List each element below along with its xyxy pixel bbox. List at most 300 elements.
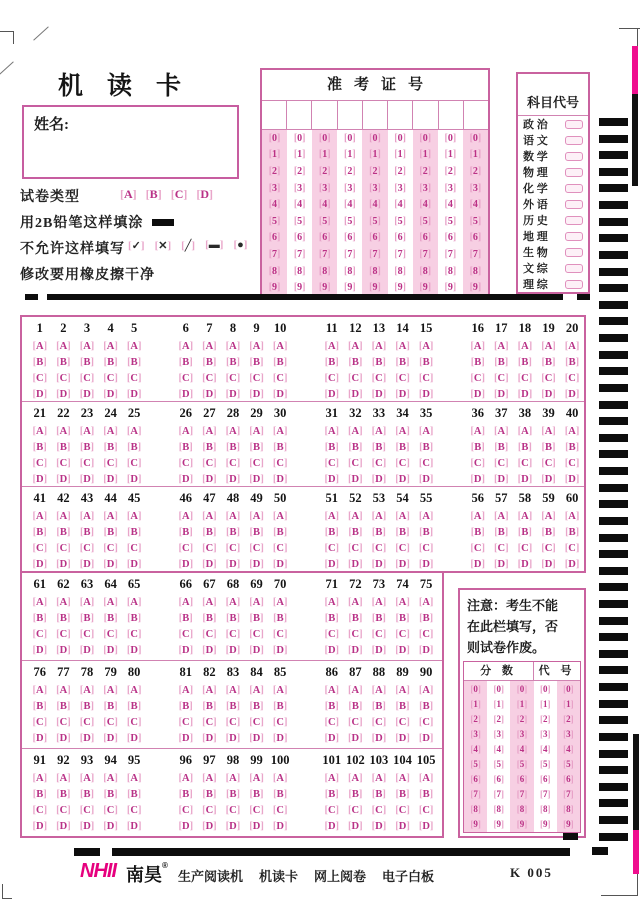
score-digit-c3-3[interactable]	[510, 726, 533, 741]
admission-digit-c4-2[interactable]	[337, 163, 362, 180]
subject-bubble-3[interactable]	[565, 152, 583, 161]
answer-bubble-99-B[interactable]	[245, 787, 269, 803]
answer-bubble-79-B[interactable]	[99, 699, 123, 715]
score-digit-c1-1[interactable]	[464, 696, 487, 711]
answer-bubble-83-B[interactable]	[221, 699, 245, 715]
answer-bubble-6-C[interactable]	[174, 371, 198, 387]
answer-bubble-91-A[interactable]	[28, 771, 52, 787]
admission-digit-c6-8[interactable]	[388, 263, 413, 280]
admission-digit-c7-5[interactable]	[413, 213, 438, 230]
subject-bubble-1[interactable]	[565, 120, 583, 129]
answer-bubble-86-A[interactable]	[320, 683, 344, 699]
answer-bubble-100-D[interactable]	[268, 819, 292, 835]
answer-bubble-59-A[interactable]	[537, 509, 561, 525]
admission-digit-c6-6[interactable]	[388, 230, 413, 247]
answer-bubble-97-C[interactable]	[198, 803, 222, 819]
answer-bubble-13-A[interactable]	[367, 339, 391, 355]
answer-bubble-29-B[interactable]	[245, 440, 269, 456]
answer-bubble-58-B[interactable]	[513, 525, 537, 541]
admission-digit-c9-6[interactable]	[463, 230, 488, 247]
answer-bubble-26-B[interactable]	[174, 440, 198, 456]
answer-bubble-26-D[interactable]	[174, 472, 198, 487]
answer-bubble-40-B[interactable]	[560, 440, 584, 456]
answer-bubble-85-A[interactable]	[268, 683, 292, 699]
answer-bubble-31-C[interactable]	[320, 456, 344, 472]
answer-bubble-39-D[interactable]	[537, 472, 561, 487]
answer-bubble-47-D[interactable]	[198, 557, 222, 571]
answer-bubble-40-A[interactable]	[560, 424, 584, 440]
score-digit-c1-8[interactable]	[464, 802, 487, 817]
answer-bubble-94-D[interactable]	[99, 819, 123, 835]
answer-bubble-70-A[interactable]	[268, 595, 292, 611]
answer-bubble-43-B[interactable]	[75, 525, 99, 541]
answer-bubble-41-A[interactable]	[28, 509, 52, 525]
answer-bubble-79-A[interactable]	[99, 683, 123, 699]
answer-bubble-47-B[interactable]	[198, 525, 222, 541]
answer-bubble-82-B[interactable]	[198, 699, 222, 715]
answer-bubble-72-C[interactable]	[344, 627, 368, 643]
answer-bubble-97-B[interactable]	[198, 787, 222, 803]
answer-bubble-84-C[interactable]	[245, 715, 269, 731]
answer-bubble-87-C[interactable]	[344, 715, 368, 731]
answer-bubble-23-D[interactable]	[75, 472, 99, 487]
admission-writein-cell-3[interactable]	[312, 101, 337, 129]
answer-bubble-67-C[interactable]	[198, 627, 222, 643]
answer-bubble-104-D[interactable]	[391, 819, 415, 835]
answer-bubble-37-B[interactable]	[490, 440, 514, 456]
score-digit-c2-2[interactable]	[487, 711, 510, 726]
answer-bubble-56-D[interactable]	[466, 557, 490, 571]
answer-bubble-33-C[interactable]	[367, 456, 391, 472]
score-digit-c2-0[interactable]	[487, 681, 510, 696]
answer-bubble-49-C[interactable]	[245, 541, 269, 557]
code-digit-c5-1[interactable]	[557, 696, 580, 711]
answer-bubble-4-A[interactable]	[99, 339, 123, 355]
answer-bubble-51-C[interactable]	[320, 541, 344, 557]
admission-digit-c3-0[interactable]	[312, 130, 337, 147]
admission-digit-c3-6[interactable]	[312, 230, 337, 247]
answer-bubble-102-D[interactable]	[344, 819, 368, 835]
score-digit-c1-9[interactable]	[464, 817, 487, 832]
admission-digit-c3-3[interactable]	[312, 180, 337, 197]
answer-bubble-58-A[interactable]	[513, 509, 537, 525]
answer-bubble-48-A[interactable]	[221, 509, 245, 525]
answer-bubble-16-A[interactable]	[466, 339, 490, 355]
score-digit-c3-0[interactable]	[510, 681, 533, 696]
admission-digit-c3-4[interactable]	[312, 196, 337, 213]
answer-bubble-69-B[interactable]	[245, 611, 269, 627]
answer-bubble-73-B[interactable]	[367, 611, 391, 627]
subject-bubble-10[interactable]	[565, 264, 583, 273]
answer-bubble-47-C[interactable]	[198, 541, 222, 557]
answer-bubble-61-B[interactable]	[28, 611, 52, 627]
answer-bubble-2-C[interactable]	[52, 371, 76, 387]
answer-bubble-63-C[interactable]	[75, 627, 99, 643]
answer-bubble-68-B[interactable]	[221, 611, 245, 627]
answer-bubble-20-A[interactable]	[560, 339, 584, 355]
answer-bubble-55-B[interactable]	[414, 525, 438, 541]
answer-bubble-77-A[interactable]	[52, 683, 76, 699]
answer-bubble-90-D[interactable]	[414, 731, 438, 747]
answer-bubble-15-A[interactable]	[414, 339, 438, 355]
answer-bubble-29-C[interactable]	[245, 456, 269, 472]
admission-digit-c7-1[interactable]	[413, 147, 438, 164]
admission-digit-c8-0[interactable]	[438, 130, 463, 147]
answer-bubble-22-A[interactable]	[52, 424, 76, 440]
answer-bubble-64-B[interactable]	[99, 611, 123, 627]
answer-bubble-69-A[interactable]	[245, 595, 269, 611]
answer-bubble-67-A[interactable]	[198, 595, 222, 611]
answer-bubble-41-B[interactable]	[28, 525, 52, 541]
answer-bubble-99-D[interactable]	[245, 819, 269, 835]
answer-bubble-52-D[interactable]	[344, 557, 368, 571]
answer-bubble-101-D[interactable]	[320, 819, 344, 835]
answer-bubble-44-C[interactable]	[99, 541, 123, 557]
answer-bubble-8-C[interactable]	[221, 371, 245, 387]
answer-bubble-66-D[interactable]	[174, 643, 198, 659]
admission-digit-c9-2[interactable]	[463, 163, 488, 180]
answer-bubble-32-C[interactable]	[344, 456, 368, 472]
score-digit-c3-1[interactable]	[510, 696, 533, 711]
code-digit-c5-6[interactable]	[557, 772, 580, 787]
admission-digit-c5-4[interactable]	[362, 196, 387, 213]
answer-bubble-93-D[interactable]	[75, 819, 99, 835]
score-digit-c3-2[interactable]	[510, 711, 533, 726]
answer-bubble-55-C[interactable]	[414, 541, 438, 557]
admission-digit-c9-5[interactable]	[463, 213, 488, 230]
answer-bubble-103-D[interactable]	[367, 819, 391, 835]
answer-bubble-68-C[interactable]	[221, 627, 245, 643]
answer-bubble-99-C[interactable]	[245, 803, 269, 819]
answer-bubble-65-A[interactable]	[122, 595, 146, 611]
answer-bubble-3-C[interactable]	[75, 371, 99, 387]
answer-bubble-38-A[interactable]	[513, 424, 537, 440]
admission-digit-c2-7[interactable]	[287, 246, 312, 263]
answer-bubble-103-B[interactable]	[367, 787, 391, 803]
answer-bubble-96-A[interactable]	[174, 771, 198, 787]
answer-bubble-75-A[interactable]	[414, 595, 438, 611]
answer-bubble-62-A[interactable]	[52, 595, 76, 611]
answer-bubble-83-D[interactable]	[221, 731, 245, 747]
answer-bubble-64-C[interactable]	[99, 627, 123, 643]
answer-bubble-3-D[interactable]	[75, 387, 99, 402]
answer-bubble-88-C[interactable]	[367, 715, 391, 731]
answer-bubble-23-B[interactable]	[75, 440, 99, 456]
admission-digit-c5-2[interactable]	[362, 163, 387, 180]
answer-bubble-89-D[interactable]	[391, 731, 415, 747]
answer-bubble-44-D[interactable]	[99, 557, 123, 571]
answer-bubble-75-C[interactable]	[414, 627, 438, 643]
subject-bubble-2[interactable]	[565, 136, 583, 145]
answer-bubble-52-A[interactable]	[344, 509, 368, 525]
answer-bubble-57-B[interactable]	[490, 525, 514, 541]
answer-bubble-41-C[interactable]	[28, 541, 52, 557]
answer-bubble-21-B[interactable]	[28, 440, 52, 456]
answer-bubble-89-B[interactable]	[391, 699, 415, 715]
answer-bubble-78-A[interactable]	[75, 683, 99, 699]
answer-bubble-61-D[interactable]	[28, 643, 52, 659]
answer-bubble-43-A[interactable]	[75, 509, 99, 525]
answer-bubble-54-A[interactable]	[391, 509, 415, 525]
code-digit-c4-6[interactable]	[534, 772, 557, 787]
answer-bubble-39-C[interactable]	[537, 456, 561, 472]
admission-digit-c9-4[interactable]	[463, 196, 488, 213]
answer-bubble-45-C[interactable]	[122, 541, 146, 557]
answer-bubble-27-A[interactable]	[198, 424, 222, 440]
answer-bubble-4-C[interactable]	[99, 371, 123, 387]
answer-bubble-72-D[interactable]	[344, 643, 368, 659]
admission-digit-c2-5[interactable]	[287, 213, 312, 230]
subject-bubble-9[interactable]	[565, 248, 583, 257]
answer-bubble-84-B[interactable]	[245, 699, 269, 715]
answer-bubble-20-D[interactable]	[560, 387, 584, 402]
admission-digit-c9-8[interactable]	[463, 263, 488, 280]
answer-bubble-103-C[interactable]	[367, 803, 391, 819]
answer-bubble-90-A[interactable]	[414, 683, 438, 699]
code-digit-c4-5[interactable]	[534, 756, 557, 771]
answer-bubble-53-C[interactable]	[367, 541, 391, 557]
answer-bubble-100-C[interactable]	[268, 803, 292, 819]
admission-digit-c2-4[interactable]	[287, 196, 312, 213]
answer-bubble-54-C[interactable]	[391, 541, 415, 557]
answer-bubble-88-B[interactable]	[367, 699, 391, 715]
answer-bubble-16-B[interactable]	[466, 355, 490, 371]
answer-bubble-36-C[interactable]	[466, 456, 490, 472]
admission-digit-c8-1[interactable]	[438, 147, 463, 164]
answer-bubble-14-C[interactable]	[391, 371, 415, 387]
answer-bubble-48-C[interactable]	[221, 541, 245, 557]
answer-bubble-56-C[interactable]	[466, 541, 490, 557]
answer-bubble-36-B[interactable]	[466, 440, 490, 456]
answer-bubble-54-B[interactable]	[391, 525, 415, 541]
answer-bubble-24-C[interactable]	[99, 456, 123, 472]
answer-bubble-105-C[interactable]	[414, 803, 438, 819]
answer-bubble-26-A[interactable]	[174, 424, 198, 440]
answer-bubble-105-D[interactable]	[414, 819, 438, 835]
answer-bubble-32-B[interactable]	[344, 440, 368, 456]
answer-bubble-63-A[interactable]	[75, 595, 99, 611]
answer-bubble-71-A[interactable]	[320, 595, 344, 611]
answer-bubble-19-A[interactable]	[537, 339, 561, 355]
code-digit-c4-0[interactable]	[534, 681, 557, 696]
answer-bubble-29-D[interactable]	[245, 472, 269, 487]
answer-bubble-10-C[interactable]	[268, 371, 292, 387]
answer-bubble-24-B[interactable]	[99, 440, 123, 456]
answer-bubble-23-C[interactable]	[75, 456, 99, 472]
answer-bubble-8-B[interactable]	[221, 355, 245, 371]
answer-bubble-5-C[interactable]	[122, 371, 146, 387]
answer-bubble-1-B[interactable]	[28, 355, 52, 371]
score-digit-c1-2[interactable]	[464, 711, 487, 726]
admission-digit-c4-3[interactable]	[337, 180, 362, 197]
answer-bubble-66-C[interactable]	[174, 627, 198, 643]
admission-digit-c1-7[interactable]	[262, 246, 287, 263]
answer-bubble-15-C[interactable]	[414, 371, 438, 387]
answer-bubble-48-D[interactable]	[221, 557, 245, 571]
admission-digit-c5-6[interactable]	[362, 230, 387, 247]
answer-bubble-11-C[interactable]	[320, 371, 344, 387]
answer-bubble-34-D[interactable]	[391, 472, 415, 487]
answer-bubble-100-A[interactable]	[268, 771, 292, 787]
answer-bubble-92-D[interactable]	[52, 819, 76, 835]
code-digit-c5-0[interactable]	[557, 681, 580, 696]
score-digit-c3-4[interactable]	[510, 741, 533, 756]
answer-bubble-98-A[interactable]	[221, 771, 245, 787]
answer-bubble-96-B[interactable]	[174, 787, 198, 803]
admission-digit-c5-3[interactable]	[362, 180, 387, 197]
answer-bubble-87-D[interactable]	[344, 731, 368, 747]
admission-digit-c5-8[interactable]	[362, 263, 387, 280]
admission-digit-c1-3[interactable]	[262, 180, 287, 197]
answer-bubble-42-D[interactable]	[52, 557, 76, 571]
answer-bubble-28-B[interactable]	[221, 440, 245, 456]
subject-bubble-8[interactable]	[565, 232, 583, 241]
answer-bubble-7-A[interactable]	[198, 339, 222, 355]
answer-bubble-71-D[interactable]	[320, 643, 344, 659]
answer-bubble-30-B[interactable]	[268, 440, 292, 456]
answer-bubble-11-B[interactable]	[320, 355, 344, 371]
answer-bubble-15-D[interactable]	[414, 387, 438, 402]
answer-bubble-34-A[interactable]	[391, 424, 415, 440]
answer-bubble-74-A[interactable]	[391, 595, 415, 611]
answer-bubble-39-A[interactable]	[537, 424, 561, 440]
answer-bubble-81-C[interactable]	[174, 715, 198, 731]
answer-bubble-101-C[interactable]	[320, 803, 344, 819]
score-digit-c2-7[interactable]	[487, 787, 510, 802]
answer-bubble-65-C[interactable]	[122, 627, 146, 643]
answer-bubble-21-A[interactable]	[28, 424, 52, 440]
score-digit-c2-9[interactable]	[487, 817, 510, 832]
answer-bubble-80-C[interactable]	[122, 715, 146, 731]
score-digit-c3-5[interactable]	[510, 756, 533, 771]
admission-digit-c7-3[interactable]	[413, 180, 438, 197]
answer-bubble-95-D[interactable]	[122, 819, 146, 835]
admission-digit-c3-5[interactable]	[312, 213, 337, 230]
answer-bubble-66-B[interactable]	[174, 611, 198, 627]
admission-digit-c3-1[interactable]	[312, 147, 337, 164]
answer-bubble-98-D[interactable]	[221, 819, 245, 835]
answer-bubble-56-A[interactable]	[466, 509, 490, 525]
answer-bubble-75-D[interactable]	[414, 643, 438, 659]
answer-bubble-23-A[interactable]	[75, 424, 99, 440]
answer-bubble-48-B[interactable]	[221, 525, 245, 541]
answer-bubble-81-B[interactable]	[174, 699, 198, 715]
admission-digit-c4-6[interactable]	[337, 230, 362, 247]
admission-digit-c9-1[interactable]	[463, 147, 488, 164]
answer-bubble-53-A[interactable]	[367, 509, 391, 525]
admission-digit-c2-2[interactable]	[287, 163, 312, 180]
answer-bubble-87-B[interactable]	[344, 699, 368, 715]
answer-bubble-86-B[interactable]	[320, 699, 344, 715]
answer-bubble-83-A[interactable]	[221, 683, 245, 699]
answer-bubble-7-B[interactable]	[198, 355, 222, 371]
score-digit-c2-3[interactable]	[487, 726, 510, 741]
answer-bubble-92-A[interactable]	[52, 771, 76, 787]
answer-bubble-62-C[interactable]	[52, 627, 76, 643]
answer-bubble-54-D[interactable]	[391, 557, 415, 571]
score-digit-c2-6[interactable]	[487, 772, 510, 787]
answer-bubble-59-D[interactable]	[537, 557, 561, 571]
answer-bubble-71-C[interactable]	[320, 627, 344, 643]
answer-bubble-9-A[interactable]	[245, 339, 269, 355]
answer-bubble-1-A[interactable]	[28, 339, 52, 355]
score-digit-c3-8[interactable]	[510, 802, 533, 817]
answer-bubble-95-C[interactable]	[122, 803, 146, 819]
answer-bubble-74-D[interactable]	[391, 643, 415, 659]
answer-bubble-8-A[interactable]	[221, 339, 245, 355]
answer-bubble-2-B[interactable]	[52, 355, 76, 371]
answer-bubble-40-D[interactable]	[560, 472, 584, 487]
subject-bubble-5[interactable]	[565, 184, 583, 193]
answer-bubble-2-D[interactable]	[52, 387, 76, 402]
answer-bubble-78-B[interactable]	[75, 699, 99, 715]
answer-bubble-67-D[interactable]	[198, 643, 222, 659]
answer-bubble-77-B[interactable]	[52, 699, 76, 715]
score-digit-c2-8[interactable]	[487, 802, 510, 817]
score-digit-c2-1[interactable]	[487, 696, 510, 711]
score-digit-c1-3[interactable]	[464, 726, 487, 741]
answer-bubble-83-C[interactable]	[221, 715, 245, 731]
admission-digit-c6-3[interactable]	[388, 180, 413, 197]
admission-digit-c4-7[interactable]	[337, 246, 362, 263]
answer-bubble-42-B[interactable]	[52, 525, 76, 541]
answer-bubble-65-B[interactable]	[122, 611, 146, 627]
answer-bubble-97-D[interactable]	[198, 819, 222, 835]
answer-bubble-93-B[interactable]	[75, 787, 99, 803]
answer-bubble-10-D[interactable]	[268, 387, 292, 402]
admission-digit-c8-3[interactable]	[438, 180, 463, 197]
admission-digit-c2-3[interactable]	[287, 180, 312, 197]
answer-bubble-42-A[interactable]	[52, 509, 76, 525]
answer-bubble-104-A[interactable]	[391, 771, 415, 787]
answer-bubble-97-A[interactable]	[198, 771, 222, 787]
admission-digit-c5-1[interactable]	[362, 147, 387, 164]
answer-bubble-69-C[interactable]	[245, 627, 269, 643]
answer-bubble-35-C[interactable]	[414, 456, 438, 472]
answer-bubble-55-A[interactable]	[414, 509, 438, 525]
code-digit-c5-8[interactable]	[557, 802, 580, 817]
answer-bubble-46-B[interactable]	[174, 525, 198, 541]
answer-bubble-63-D[interactable]	[75, 643, 99, 659]
answer-bubble-45-B[interactable]	[122, 525, 146, 541]
score-digit-c1-5[interactable]	[464, 756, 487, 771]
answer-bubble-51-B[interactable]	[320, 525, 344, 541]
admission-digit-c4-1[interactable]	[337, 147, 362, 164]
answer-bubble-9-B[interactable]	[245, 355, 269, 371]
answer-bubble-53-B[interactable]	[367, 525, 391, 541]
answer-bubble-28-A[interactable]	[221, 424, 245, 440]
answer-bubble-20-B[interactable]	[560, 355, 584, 371]
code-digit-c4-8[interactable]	[534, 802, 557, 817]
admission-digit-c1-1[interactable]	[262, 147, 287, 164]
admission-digit-c2-1[interactable]	[287, 147, 312, 164]
answer-bubble-15-B[interactable]	[414, 355, 438, 371]
admission-digit-c6-1[interactable]	[388, 147, 413, 164]
answer-bubble-79-C[interactable]	[99, 715, 123, 731]
answer-bubble-28-D[interactable]	[221, 472, 245, 487]
answer-bubble-6-A[interactable]	[174, 339, 198, 355]
admission-writein-cell-8[interactable]	[439, 101, 464, 129]
answer-bubble-85-C[interactable]	[268, 715, 292, 731]
answer-bubble-50-A[interactable]	[268, 509, 292, 525]
answer-bubble-18-B[interactable]	[513, 355, 537, 371]
answer-bubble-44-A[interactable]	[99, 509, 123, 525]
answer-bubble-87-A[interactable]	[344, 683, 368, 699]
answer-bubble-40-C[interactable]	[560, 456, 584, 472]
answer-bubble-103-A[interactable]	[367, 771, 391, 787]
answer-bubble-38-C[interactable]	[513, 456, 537, 472]
answer-bubble-37-D[interactable]	[490, 472, 514, 487]
